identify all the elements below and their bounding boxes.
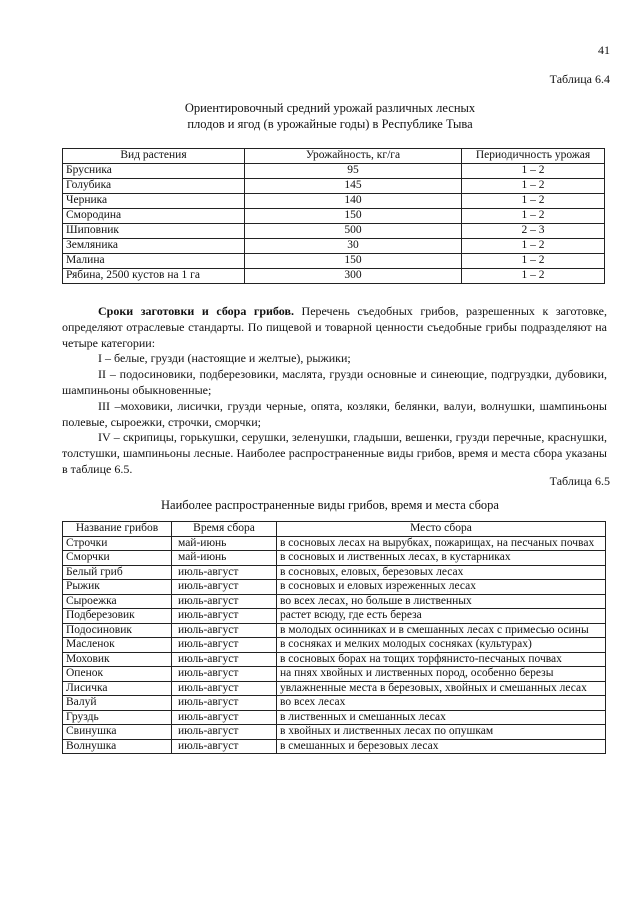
paragraph-category-2: II – подосиновики, подберезовики, маслята, грузди основные и синеющие, подгруздки, дубовики, шампиньоны обыкновенные;	[62, 367, 607, 397]
table2-label: Таблица 6.5	[549, 474, 610, 488]
collection-time: май-июнь	[172, 551, 277, 566]
collection-place: в хвойных и лиственных лесах по опушкам	[277, 725, 606, 740]
mushroom-name: Валуй	[63, 696, 172, 711]
plant-name: Черника	[63, 193, 245, 208]
page-number: 41	[598, 43, 610, 57]
table1-caption-line2: плодов и ягод (в урожайные годы) в Республике Тыва	[187, 117, 473, 131]
plant-name: Брусника	[63, 163, 245, 178]
header-yield: Урожайность, кг/га	[245, 149, 462, 164]
collection-time: июль-август	[172, 623, 277, 638]
mushroom-name: Подосиновик	[63, 623, 172, 638]
collection-place: в сосновых и еловых изреженных лесах	[277, 580, 606, 595]
collection-place: в сосновых лесах на вырубках, пожарищах, на песчаных почвах	[277, 536, 606, 551]
mushroom-name: Свинушка	[63, 725, 172, 740]
collection-place: в молодых осинниках и в смешанных лесах с примесью осины	[277, 623, 606, 638]
table-row	[63, 739, 606, 754]
yield-table	[62, 148, 605, 284]
table-row	[63, 178, 605, 193]
collection-time: июль-август	[172, 710, 277, 725]
periodicity-value: 1 – 2	[462, 208, 605, 223]
table-row	[63, 253, 605, 268]
collection-place: в лиственных и смешанных лесах	[277, 710, 606, 725]
yield-value: 30	[245, 238, 462, 253]
yield-value: 150	[245, 208, 462, 223]
header-collection-time: Время сбора	[172, 522, 277, 537]
table-row	[63, 652, 606, 667]
mushroom-name: Подберезовик	[63, 609, 172, 624]
table-row	[63, 696, 606, 711]
paragraph-category-1: I – белые, грузди (настоящие и желтые), рыжики;	[98, 351, 351, 366]
collection-place: увлажненные места в березовых, хвойных и смешанных лесах	[277, 681, 606, 696]
collection-time: июль-август	[172, 609, 277, 624]
table-row	[63, 725, 606, 740]
collection-place: в смешанных и березовых лесах	[277, 739, 606, 754]
yield-value: 95	[245, 163, 462, 178]
mushroom-name: Опенок	[63, 667, 172, 682]
paragraph-category-3: III –моховики, лисички, грузди черные, опята, козляки, белянки, валуи, волнушки, шампиньоны полевые, сыроежки, строчки, сморчки;	[62, 398, 607, 429]
table-row	[63, 268, 605, 283]
table-row	[63, 681, 606, 696]
mushroom-name: Моховик	[63, 652, 172, 667]
plant-name: Земляника	[63, 238, 245, 253]
plant-name: Малина	[63, 253, 245, 268]
plant-name: Шиповник	[63, 223, 245, 238]
mushroom-name: Строчки	[63, 536, 172, 551]
table-row	[63, 208, 605, 223]
table-row	[63, 580, 606, 595]
periodicity-value: 1 – 2	[462, 238, 605, 253]
periodicity-value: 1 – 2	[462, 253, 605, 268]
mushroom-name: Белый гриб	[63, 565, 172, 580]
plant-name: Смородина	[63, 208, 245, 223]
table-row	[63, 223, 605, 238]
collection-place: во всех лесах, но больше в лиственных	[277, 594, 606, 609]
collection-place: во всех лесах	[277, 696, 606, 711]
collection-time: июль-август	[172, 696, 277, 711]
collection-place: в сосновых борах на тощих торфянисто-песчаных почвах	[277, 652, 606, 667]
header-collection-place: Место сбора	[277, 522, 606, 537]
header-plant: Вид растения	[63, 149, 245, 164]
section-heading: Сроки заготовки и сбора грибов.	[98, 304, 294, 318]
periodicity-value: 1 – 2	[462, 193, 605, 208]
collection-time: июль-август	[172, 681, 277, 696]
mushroom-name: Масленок	[63, 638, 172, 653]
collection-time: июль-август	[172, 565, 277, 580]
table-row	[63, 594, 606, 609]
collection-time: июль-август	[172, 580, 277, 595]
mushroom-name: Груздь	[63, 710, 172, 725]
table-row	[63, 609, 606, 624]
periodicity-value: 1 – 2	[462, 268, 605, 283]
table-row	[63, 667, 606, 682]
collection-place: на пнях хвойных и лиственных пород, особенно березы	[277, 667, 606, 682]
plant-name: Рябина, 2500 кустов на 1 га	[63, 268, 245, 283]
mushroom-name: Сыроежка	[63, 594, 172, 609]
collection-time: май-июнь	[172, 536, 277, 551]
collection-place: в сосновых и лиственных лесах, в кустарниках	[277, 551, 606, 566]
yield-table-header	[63, 149, 605, 164]
yield-value: 140	[245, 193, 462, 208]
table-row	[63, 638, 606, 653]
paragraph-1-text: Перечень съедобных грибов, разрешенных к заготовке, определяют отраслевые стандарты. По пищевой и товарной ценности съедобные грибы подразделяют на четыре категории:	[62, 304, 607, 350]
body-text	[62, 304, 607, 478]
table-row	[63, 565, 606, 580]
periodicity-value: 1 – 2	[462, 178, 605, 193]
table-row	[63, 193, 605, 208]
periodicity-value: 2 – 3	[462, 223, 605, 238]
mushroom-name: Волнушка	[63, 739, 172, 754]
collection-time: июль-август	[172, 652, 277, 667]
mushroom-name: Сморчки	[63, 551, 172, 566]
collection-place: в сосняках и мелких молодых сосняках (культурах)	[277, 638, 606, 653]
collection-time: июль-август	[172, 594, 277, 609]
table1-caption-line1: Ориентировочный средний урожай различных лесных	[184, 101, 476, 115]
collection-time: июль-август	[172, 739, 277, 754]
periodicity-value: 1 – 2	[462, 163, 605, 178]
yield-value: 150	[245, 253, 462, 268]
collection-place: растет всюду, где есть береза	[277, 609, 606, 624]
table-row	[63, 623, 606, 638]
yield-value: 300	[245, 268, 462, 283]
table-row	[63, 710, 606, 725]
yield-value: 500	[245, 223, 462, 238]
table-row	[63, 163, 605, 178]
collection-time: июль-август	[172, 667, 277, 682]
paragraph-category-4: IV – скрипицы, горькушки, серушки, зеленушки, гладыши, вешенки, грузди перечные, краснушки, толстушки, шампиньоны лесные. Наиболее распространенные виды грибов, время и места сбора указаны в таблице 6.5.	[62, 430, 607, 476]
mushroom-name: Рыжик	[63, 580, 172, 595]
mushroom-name: Лисичка	[63, 681, 172, 696]
collection-time: июль-август	[172, 638, 277, 653]
collection-place: в сосновых, еловых, березовых лесах	[277, 565, 606, 580]
plant-name: Голубика	[63, 178, 245, 193]
header-periodicity: Периодичность урожая	[462, 149, 605, 164]
table2-caption: Наиболее распространенные виды грибов, время и места сбора	[161, 498, 499, 512]
mushroom-table-header	[63, 522, 606, 537]
table1-caption	[100, 100, 560, 132]
table-row	[63, 551, 606, 566]
paragraph-1	[62, 304, 607, 351]
header-mushroom-name: Название грибов	[63, 522, 172, 537]
table-row	[63, 536, 606, 551]
mushroom-table	[62, 521, 606, 754]
table1-label: Таблица 6.4	[549, 72, 610, 86]
table-row	[63, 238, 605, 253]
collection-time: июль-август	[172, 725, 277, 740]
yield-value: 145	[245, 178, 462, 193]
